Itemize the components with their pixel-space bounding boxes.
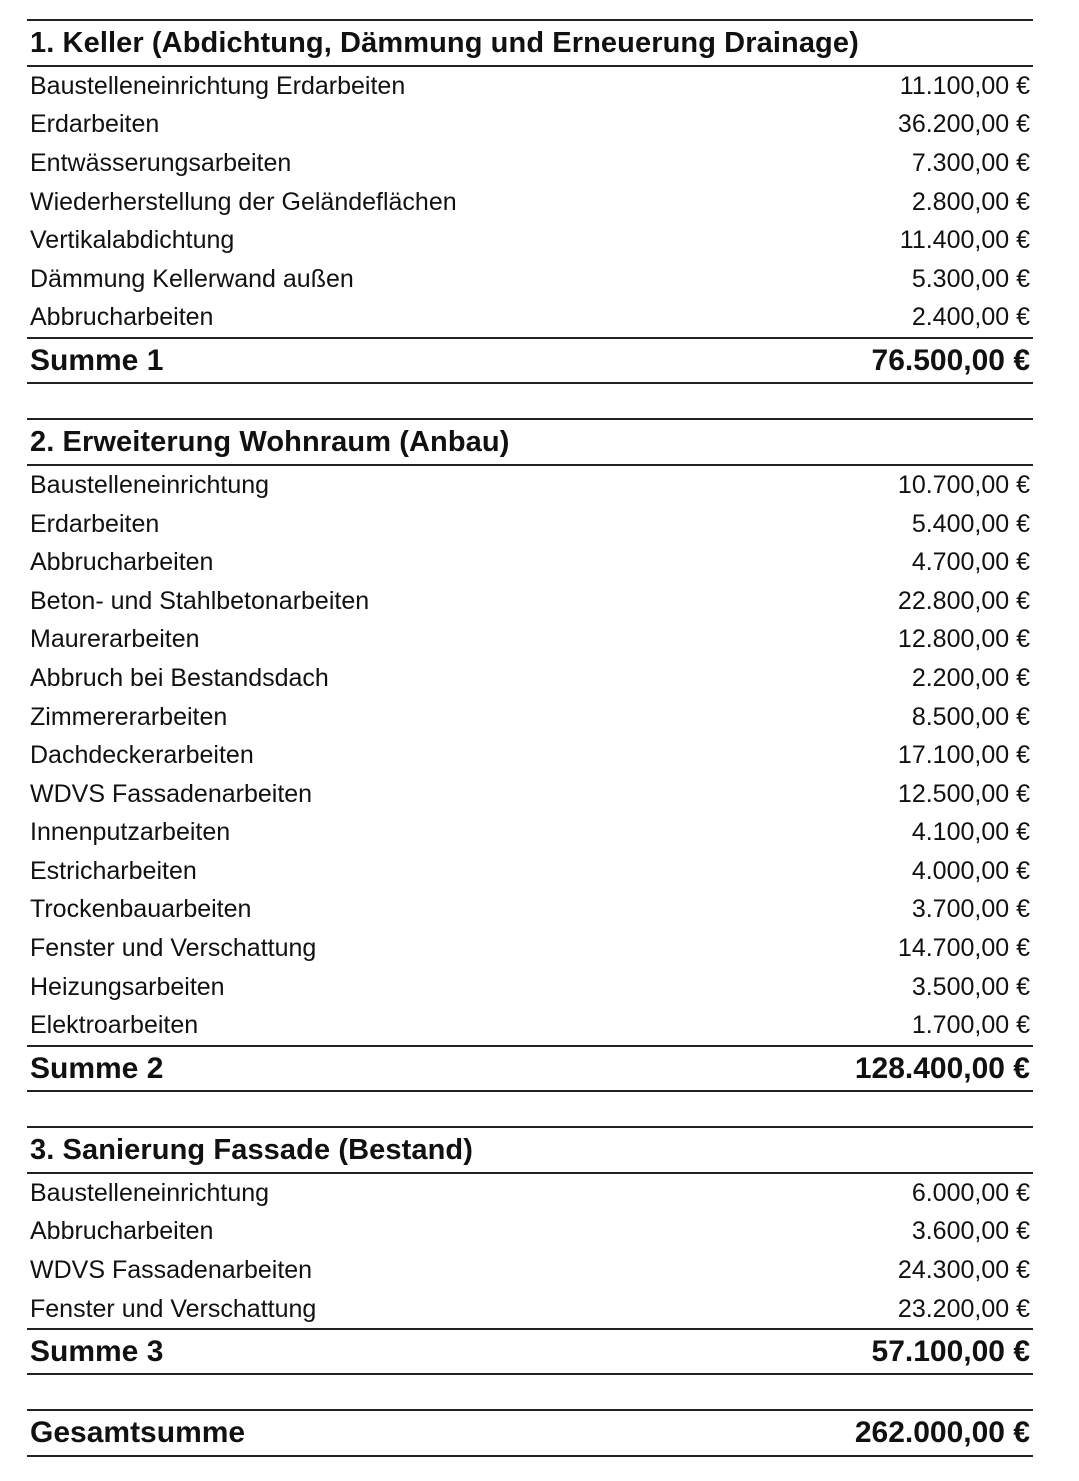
sum-amount: 57.100,00 € — [871, 1334, 1030, 1368]
section-sanierung-fassade — [27, 1126, 1033, 1375]
item-label: Fenster und Verschattung — [30, 934, 317, 963]
grand-total-amount: 262.000,00 € — [854, 1416, 1030, 1450]
cost-item-row — [27, 582, 1033, 621]
item-amount: 11.400,00 € — [899, 226, 1030, 255]
item-label: Fenster und Verschattung — [30, 1294, 317, 1323]
grand-total-label: Gesamtsumme — [30, 1416, 246, 1450]
cost-item-row — [27, 466, 1033, 505]
item-amount: 2.800,00 € — [911, 187, 1030, 216]
cost-item-row — [27, 67, 1033, 106]
section-title: 3. Sanierung Fassade (Bestand) — [27, 1128, 1033, 1174]
section-title: 2. Erweiterung Wohnraum (Anbau) — [27, 420, 1033, 466]
cost-item-row — [27, 183, 1033, 222]
item-label: Baustelleneinrichtung Erdarbeiten — [30, 71, 406, 100]
cost-item-row — [27, 221, 1033, 260]
item-label: Estricharbeiten — [30, 856, 197, 885]
item-amount: 17.100,00 € — [897, 741, 1030, 770]
cost-item-row — [27, 1006, 1033, 1045]
item-label: Baustelleneinrichtung — [30, 470, 270, 499]
item-label: Beton- und Stahlbetonarbeiten — [30, 586, 370, 615]
item-amount: 36.200,00 € — [897, 110, 1030, 139]
item-amount: 22.800,00 € — [897, 586, 1030, 615]
item-amount: 1.700,00 € — [911, 1011, 1030, 1040]
section-title: 1. Keller (Abdichtung, Dämmung und Erneuerung Drainage) — [27, 21, 1033, 67]
item-amount: 6.000,00 € — [911, 1178, 1030, 1207]
item-amount: 7.300,00 € — [911, 148, 1030, 177]
item-label: Vertikalabdichtung — [30, 226, 235, 255]
item-amount: 4.000,00 € — [911, 856, 1030, 885]
section-erweiterung-wohnraum — [27, 418, 1033, 1092]
cost-item-row — [27, 659, 1033, 698]
section-keller — [27, 19, 1033, 384]
cost-item-row — [27, 260, 1033, 299]
item-amount: 23.200,00 € — [897, 1294, 1030, 1323]
cost-item-row — [27, 775, 1033, 814]
cost-estimate-document — [27, 19, 1033, 1457]
item-amount: 5.300,00 € — [911, 264, 1030, 293]
cost-item-row — [27, 299, 1033, 338]
item-amount: 12.800,00 € — [897, 625, 1030, 654]
item-amount: 3.500,00 € — [911, 972, 1030, 1001]
section-items — [27, 67, 1033, 337]
item-amount: 12.500,00 € — [897, 779, 1030, 808]
sum-amount: 76.500,00 € — [871, 343, 1030, 377]
sum-label: Summe 2 — [30, 1051, 164, 1085]
cost-item-row — [27, 505, 1033, 544]
item-amount: 2.200,00 € — [911, 663, 1030, 692]
item-amount: 2.400,00 € — [911, 303, 1030, 332]
cost-item-row — [27, 929, 1033, 968]
item-label: Entwässerungsarbeiten — [30, 148, 292, 177]
item-amount: 8.500,00 € — [911, 702, 1030, 731]
cost-item-row — [27, 106, 1033, 145]
item-label: Abbrucharbeiten — [30, 303, 214, 332]
cost-item-row — [27, 852, 1033, 891]
section-sum-row — [27, 1045, 1033, 1092]
item-label: Dämmung Kellerwand außen — [30, 264, 354, 293]
section-items — [27, 466, 1033, 1045]
cost-item-row — [27, 968, 1033, 1007]
item-label: Innenputzarbeiten — [30, 818, 231, 847]
item-label: Trockenbauarbeiten — [30, 895, 252, 924]
cost-item-row — [27, 891, 1033, 930]
item-label: Erdarbeiten — [30, 509, 160, 538]
item-amount: 11.100,00 € — [899, 71, 1030, 100]
section-sum-row — [27, 1328, 1033, 1375]
item-amount: 4.100,00 € — [911, 818, 1030, 847]
cost-item-row — [27, 621, 1033, 660]
item-label: Maurerarbeiten — [30, 625, 200, 654]
item-amount: 3.700,00 € — [911, 895, 1030, 924]
cost-item-row — [27, 698, 1033, 737]
item-label: Heizungsarbeiten — [30, 972, 225, 1001]
item-label: Elektroarbeiten — [30, 1011, 199, 1040]
item-amount: 5.400,00 € — [911, 509, 1030, 538]
item-label: Zimmererarbeiten — [30, 702, 228, 731]
item-label: Abbrucharbeiten — [30, 1217, 214, 1246]
item-label: Dachdeckerarbeiten — [30, 741, 254, 770]
sum-amount: 128.400,00 € — [854, 1051, 1030, 1085]
item-label: Wiederherstellung der Geländeflächen — [30, 187, 457, 216]
item-amount: 4.700,00 € — [911, 548, 1030, 577]
cost-item-row — [27, 543, 1033, 582]
item-label: Baustelleneinrichtung — [30, 1178, 270, 1207]
cost-item-row — [27, 1251, 1033, 1290]
item-amount: 14.700,00 € — [897, 934, 1030, 963]
cost-item-row — [27, 1213, 1033, 1252]
item-label: WDVS Fassadenarbeiten — [30, 1256, 313, 1285]
item-label: WDVS Fassadenarbeiten — [30, 779, 313, 808]
section-items — [27, 1174, 1033, 1328]
cost-item-row — [27, 1174, 1033, 1213]
item-label: Abbrucharbeiten — [30, 548, 214, 577]
item-amount: 3.600,00 € — [911, 1217, 1030, 1246]
cost-item-row — [27, 814, 1033, 853]
grand-total-row — [27, 1409, 1033, 1457]
item-amount: 10.700,00 € — [897, 470, 1030, 499]
sum-label: Summe 1 — [30, 343, 164, 377]
item-label: Abbruch bei Bestandsdach — [30, 663, 329, 692]
item-amount: 24.300,00 € — [897, 1256, 1030, 1285]
section-sum-row — [27, 337, 1033, 384]
cost-item-row — [27, 144, 1033, 183]
cost-item-row — [27, 736, 1033, 775]
item-label: Erdarbeiten — [30, 110, 160, 139]
sum-label: Summe 3 — [30, 1334, 164, 1368]
cost-item-row — [27, 1290, 1033, 1329]
